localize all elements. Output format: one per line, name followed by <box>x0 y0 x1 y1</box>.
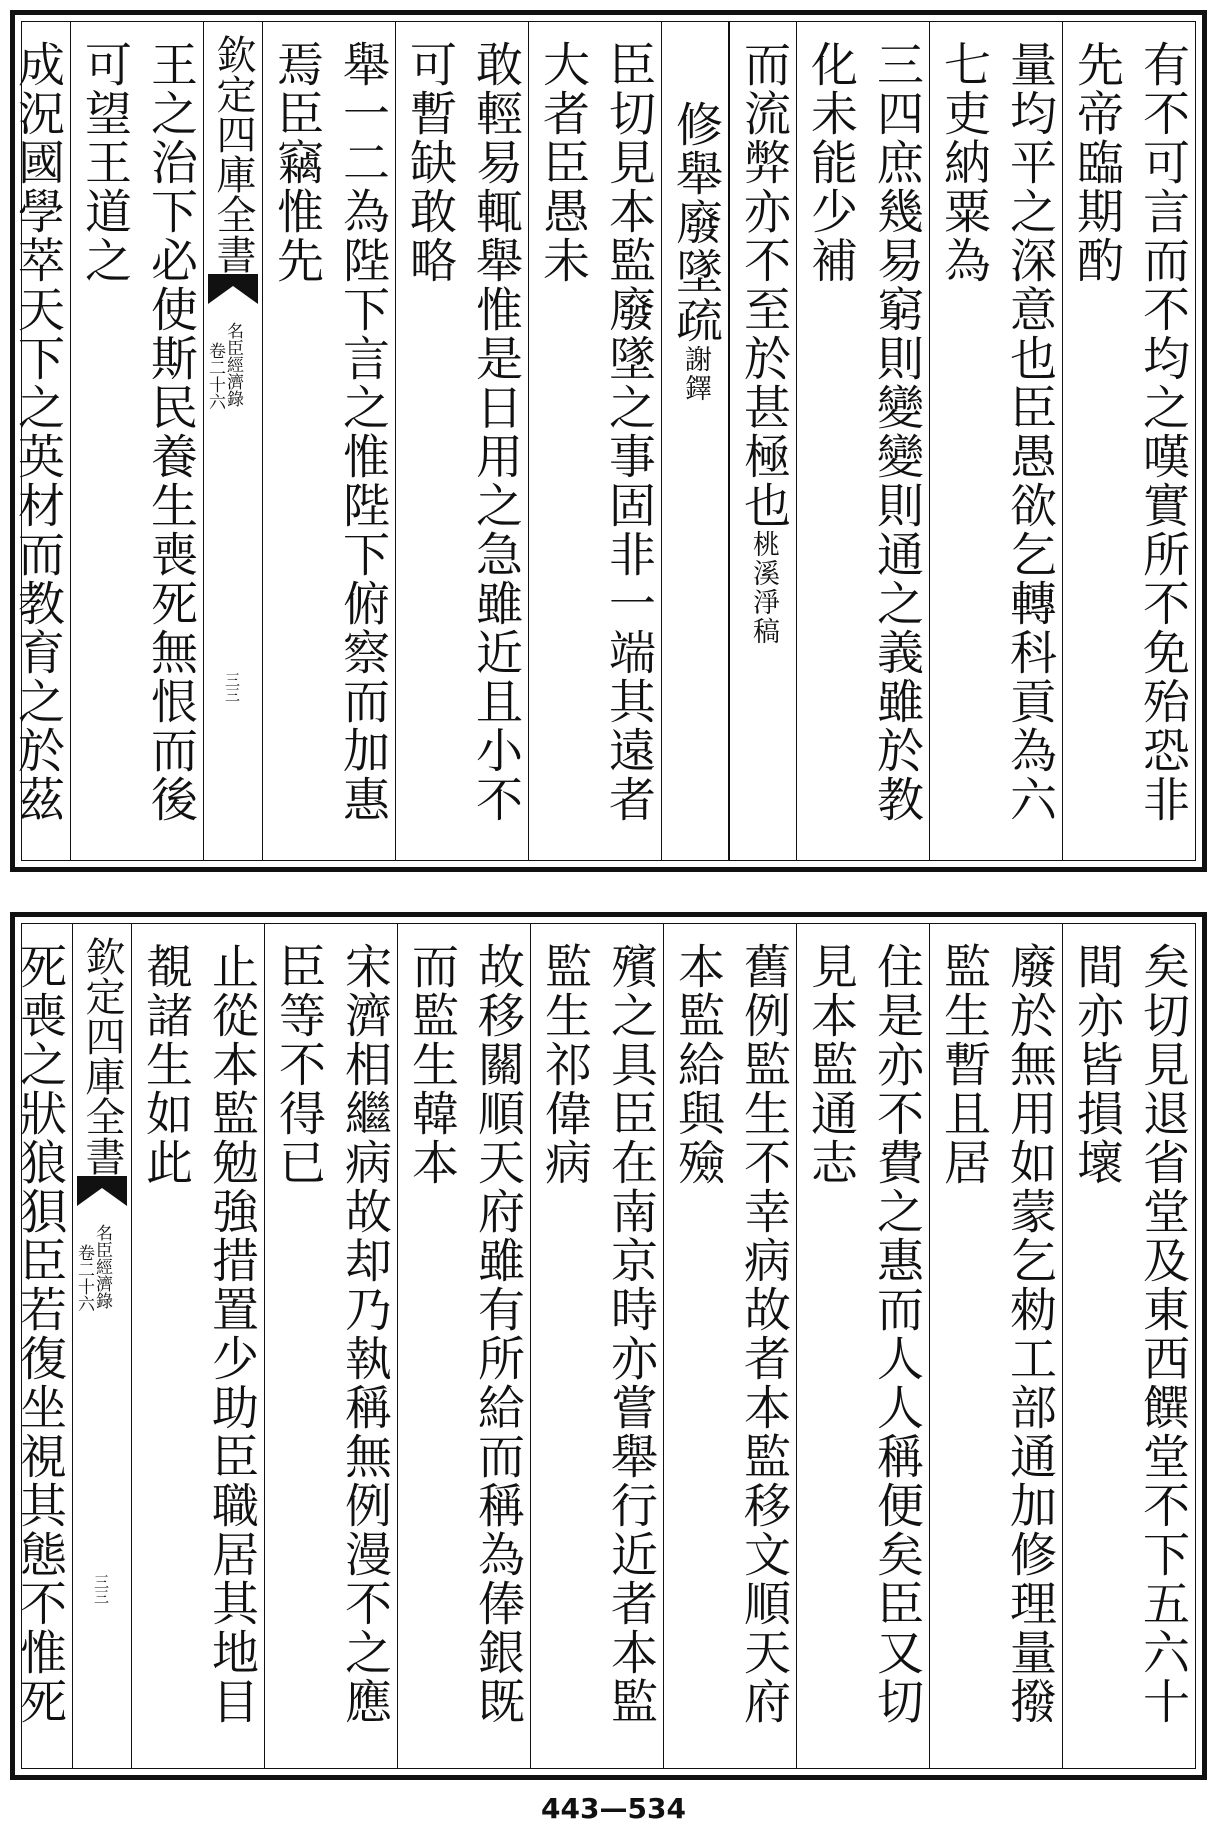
page-reference: 443—534 <box>541 1792 686 1825</box>
author-note: 謝鐸 <box>680 345 711 403</box>
text-column: 量均平之深意也臣愚欲乞轉科貢為六七吏納粟為 <box>929 22 1062 860</box>
library-title: 欽定四庫全書 <box>210 34 256 274</box>
fishtail-center-column <box>72 924 131 1768</box>
fishtail-mark-icon <box>77 1176 127 1206</box>
library-title: 欽定四庫全書 <box>79 936 125 1176</box>
text-column: 舊例監生不幸病故者本監移文順天府本監給與殮 <box>663 924 796 1768</box>
text-column: 有不可言而不均之嘆實所不免殆恐非先帝臨期酌 <box>1062 22 1195 860</box>
text-column: 廢於無用如蒙乞勑工部通加修理量撥監生暫且居 <box>929 924 1062 1768</box>
text-column: 住是亦不費之惠而人人稱便矣臣又切見本監通志 <box>796 924 929 1768</box>
volume-label: 卷二十六 <box>205 342 225 410</box>
text-column: 成況國學萃天下之英材而教育之於茲 <box>0 22 70 860</box>
text-column <box>729 22 796 860</box>
top-page-frame <box>10 10 1207 872</box>
text-column: 三四庶幾易窮則變變則通之義雖於教化未能少補 <box>796 22 929 860</box>
bottom-page-columns <box>12 924 1195 1768</box>
section-heading: 修舉廢墜疏 <box>668 100 723 345</box>
text-column: 止從本監勉強措置少助臣職居其地目覩諸生如此 <box>131 924 264 1768</box>
book-title: 名臣經濟錄 <box>92 1224 112 1309</box>
text-column: 宋濟相繼病故却乃執稱無例漫不之應臣等不得已 <box>264 924 397 1768</box>
top-page-inner-border <box>10 21 1196 861</box>
heading-column <box>661 22 728 860</box>
fishtail-mark-icon <box>208 274 258 304</box>
blank-column <box>728 22 729 860</box>
bottom-page-inner-border <box>12 923 1196 1769</box>
volume-label: 卷二十六 <box>74 1244 94 1312</box>
page-number: 三三 <box>92 1574 110 1604</box>
text-column: 舉一二為陛下言之惟陛下俯察而加惠焉臣竊惟先 <box>262 22 395 860</box>
book-title: 名臣經濟錄 <box>223 322 243 407</box>
text-column: 臣切見本監廢墜之事固非一端其遠者大者臣愚未 <box>528 22 661 860</box>
text-column: 死喪之狀狼狽臣若復坐視其態不惟死 <box>0 924 72 1768</box>
top-page-columns <box>10 22 1195 860</box>
page-number: 三三 <box>223 672 241 702</box>
text-column: 矣切見退省堂及東西饌堂不下五六十間亦皆損壞 <box>1062 924 1195 1768</box>
text-column: 殯之具臣在南京時亦嘗舉行近者本監監生祁偉病 <box>530 924 663 1768</box>
source-note: 桃溪淨稿 <box>748 530 779 646</box>
bottom-page-frame <box>10 912 1207 1780</box>
text-run: 而流弊亦不至於甚極也 <box>736 40 791 530</box>
text-column: 敢輕易輒舉惟是日用之急雖近且小不可暫缺敢略 <box>395 22 528 860</box>
fishtail-center-column <box>203 22 262 860</box>
text-column: 王之治下必使斯民養生喪死無恨而後可望王道之 <box>70 22 203 860</box>
text-column: 故移關順天府雖有所給而稱為俸銀既而監生韓本 <box>397 924 530 1768</box>
